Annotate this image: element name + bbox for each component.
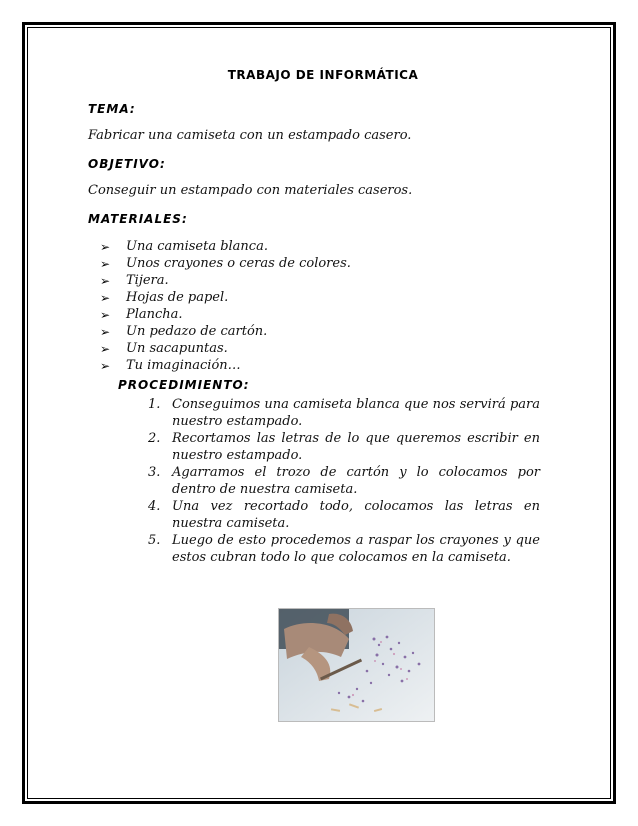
tema-label: TEMA: (88, 102, 136, 116)
procedure-step: 2. Recortamos las letras de lo que queremos escribir en nuestro estampado. (148, 431, 540, 463)
materials-list (100, 238, 558, 374)
tema-text: Fabricar una camiseta con un estampado casero. (88, 128, 412, 143)
procedure-step: 3. Agarramos el trozo de cartón y lo colocamos por dentro de nuestra camiseta. (148, 465, 540, 497)
list-item: ➢ Tu imaginación… (100, 358, 241, 373)
list-item: ➢ Un pedazo de cartón. (100, 324, 268, 339)
list-item: ➢ Hojas de papel. (100, 290, 229, 305)
materiales-label: MATERIALES: (88, 212, 188, 226)
procedure-step: 5. Luego de esto procedemos a raspar los crayones y que estos cubran todo lo que colocamos en la camiseta. (148, 533, 540, 565)
photo-crayon-shavings (278, 608, 435, 722)
arrow-bullet-icon: ➢ (100, 290, 111, 305)
list-item: ➢ Un sacapuntas. (100, 341, 228, 356)
procedure-step: 1. Conseguimos una camiseta blanca que nos servirá para nuestro estampado. (148, 397, 540, 429)
objetivo-text: Conseguir un estampado con materiales caseros. (88, 183, 413, 198)
arrow-bullet-icon: ➢ (100, 273, 111, 288)
arrow-bullet-icon: ➢ (100, 341, 111, 356)
list-item: ➢ Plancha. (100, 307, 183, 322)
arrow-bullet-icon: ➢ (100, 358, 111, 373)
list-item: ➢ Una camiseta blanca. (100, 239, 268, 254)
arrow-bullet-icon: ➢ (100, 256, 111, 271)
arrow-bullet-icon: ➢ (100, 324, 111, 339)
document-body (88, 68, 558, 566)
arrow-bullet-icon: ➢ (100, 307, 111, 322)
document-title: TRABAJO DE INFORMÁTICA (227, 68, 419, 82)
list-item: ➢ Unos crayones o ceras de colores. (100, 256, 351, 271)
list-item: ➢ Tijera. (100, 273, 169, 288)
arrow-bullet-icon: ➢ (100, 239, 111, 254)
procedimiento-label: PROCEDIMIENTO: (118, 378, 250, 392)
procedure-steps (148, 396, 540, 566)
photo-illustration (279, 609, 434, 721)
objetivo-label: OBJETIVO: (88, 157, 166, 171)
procedure-step: 4. Una vez recortado todo, colocamos las letras en nuestra camiseta. (148, 499, 540, 531)
